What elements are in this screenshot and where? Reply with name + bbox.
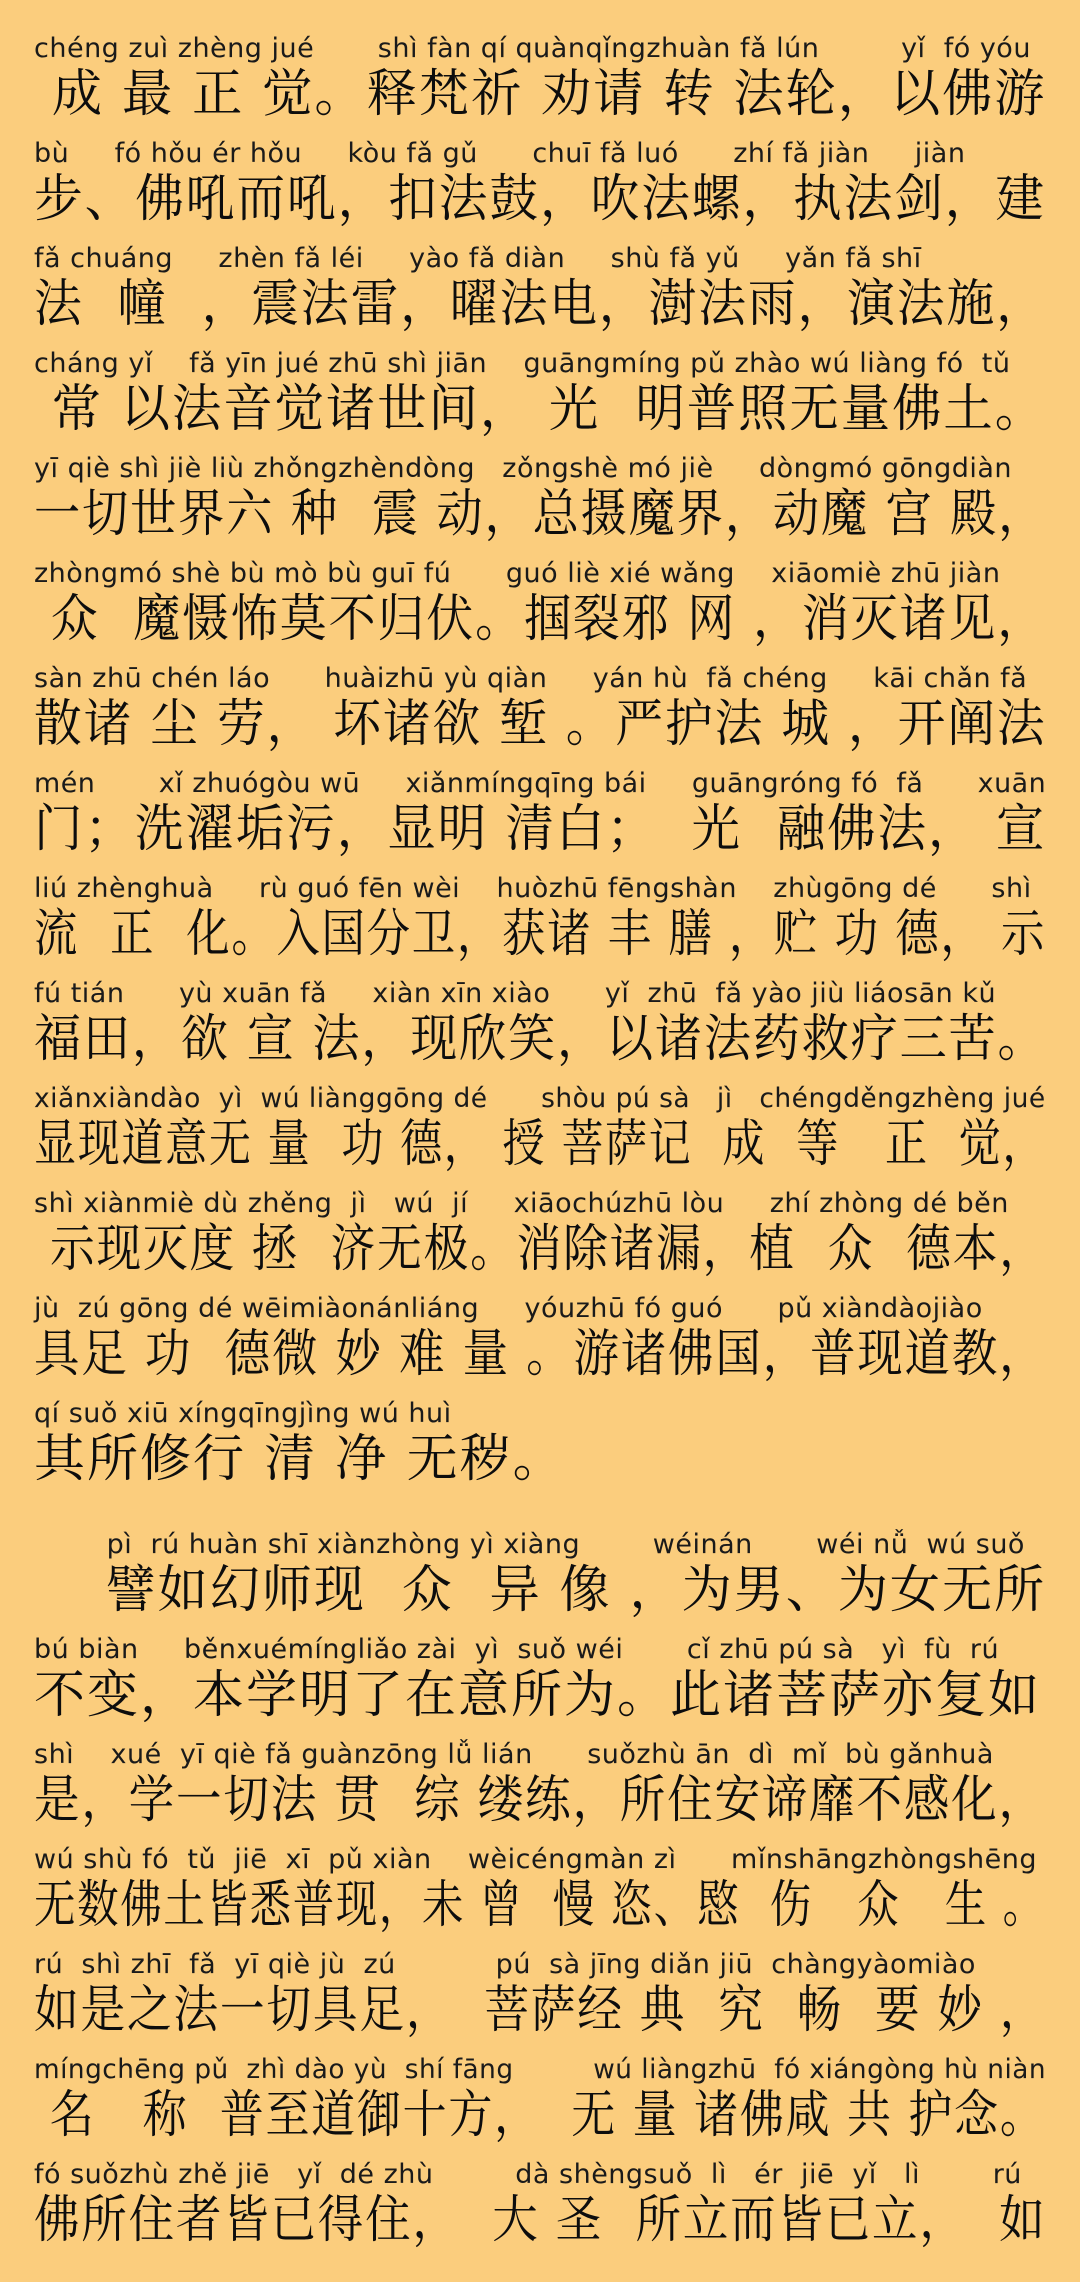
chinese-text: 不变，本学明了在意所为。此诸菩萨亦复如 — [34, 1666, 1042, 1725]
chinese-text: 法 幢 ，震法雷，曜法电，澍法雨，演法施， — [34, 275, 1046, 334]
pinyin-annotation: qí suǒ xiū xíngqīngjìng wú huì — [34, 1398, 452, 1429]
pinyin-annotation: chéng zuì zhèng jué shì fàn qí quànqǐngzhuàn fǎ lún yǐ fó yóu — [34, 33, 1031, 64]
pinyin-annotation: yī qiè shì jiè liù zhǒngzhèndòng zǒngshè mó jiè dòngmó gōngdiàn — [34, 453, 1013, 484]
pinyin-annotation: mén xǐ zhuógòu wū xiǎnmíngqīng bái guāngróng fó fǎ xuān — [34, 768, 1047, 799]
chinese-text: 众 魔慑怖莫不归伏。掴裂邪 网 ，消灭诸见， — [34, 590, 1047, 649]
chinese-text: 步、佛吼而吼，扣法鼓，吹法螺，执法剑，建 — [34, 170, 1047, 229]
chinese-text: 门；洗濯垢污，显明 清白； 光 融佛法， 宣 — [34, 800, 1047, 859]
verse-line — [34, 139, 1046, 244]
chinese-text: 常 以法音觉诸世间， 光 明普照无量佛土。 — [34, 380, 1047, 439]
pinyin-annotation: xiǎnxiàndào yì wú liànggōng dé shòu pú sà jì chéngděngzhèng jué — [34, 1083, 1046, 1114]
pinyin-annotation: zhòngmó shè bù mò bù guī fú guó liè xié wǎng xiāomiè zhū jiàn — [34, 558, 1001, 589]
pinyin-annotation: jù zú gōng dé wēimiàonánliáng yóuzhū fó guó pǔ xiàndàojiào — [34, 1293, 983, 1324]
chinese-text: 如是之法一切具足， 菩萨经 典 究 畅 要 妙 ， — [34, 1981, 1047, 2040]
pinyin-annotation: shì xué yī qiè fǎ guànzōng lǚ lián suǒzhù ān dì mǐ bù gǎnhuà — [34, 1739, 994, 1770]
pinyin-annotation: pì rú huàn shī xiànzhòng yì xiàng wéinán wéi nǚ wú suǒ — [34, 1529, 1025, 1560]
pinyin-annotation: sàn zhū chén láo huàizhū yù qiàn yán hù fǎ chéng kāi chǎn fǎ — [34, 663, 1028, 694]
pinyin-annotation: bù fó hǒu ér hǒu kòu fǎ gǔ chuī fǎ luó zhí fǎ jiàn jiàn — [34, 138, 966, 169]
chinese-text: 示现灭度 拯 济无极。消除诸漏，植 众 德本， — [34, 1220, 1046, 1279]
chinese-text: 其所修行 清 净 无秽。 — [34, 1430, 566, 1489]
verse-line — [34, 1189, 1046, 1294]
chinese-text: 成 最 正 觉。释梵祈 劝请 转 法轮，以佛游 — [34, 65, 1047, 124]
verse-line — [34, 1084, 1046, 1189]
verse-line — [34, 1950, 1046, 2055]
verse-line — [34, 2055, 1046, 2160]
pinyin-annotation: wú shù fó tǔ jiē xī pǔ xiàn wèicéngmàn zì mǐnshāngzhòngshēng — [34, 1844, 1038, 1875]
verse-line — [34, 1635, 1046, 1740]
pinyin-annotation: shì xiànmiè dù zhěng jì wú jí xiāochúzhū lòu zhí zhòng dé běn — [34, 1188, 1009, 1219]
pinyin-annotation: fú tián yù xuān fǎ xiàn xīn xiào yǐ zhū fǎ yào jiù liáosān kǔ — [34, 978, 997, 1009]
verse-line — [34, 1399, 1046, 1504]
pinyin-annotation: fó suǒzhù zhě jiē yǐ dé zhù dà shèngsuǒ lì ér jiē yǐ lì rú — [34, 2159, 1022, 2190]
pinyin-annotation: fǎ chuáng zhèn fǎ léi yào fǎ diàn shù fǎ yǔ yǎn fǎ shī — [34, 243, 922, 274]
pinyin-annotation: rú shì zhī fǎ yī qiè jù zú pú sà jīng diǎn jiū chàngyàomiào — [34, 1949, 976, 1980]
chinese-text: 福田，欲 宣 法，现欣笑，以诸法药救疗三苦。 — [34, 1010, 1047, 1069]
chinese-text: 譬如幻师现 众 异 像 ，为男、为女无所 — [34, 1561, 1047, 1620]
verse-line — [34, 1845, 1046, 1950]
chinese-text: 具足 功 德微 妙 难 量 。游诸佛国，普现道教， — [34, 1325, 1047, 1384]
verse-line — [34, 874, 1046, 979]
paragraph-gap — [34, 1504, 1046, 1530]
pinyin-annotation: liú zhènghuà rù guó fēn wèi huòzhū fēngshàn zhùgōng dé shì — [34, 873, 1032, 904]
verse-line — [34, 349, 1046, 454]
chinese-text: 显现道意无 量 功 德， 授 菩萨记 成 等 正 觉， — [34, 1115, 1047, 1174]
verse-line — [34, 2160, 1046, 2265]
pinyin-annotation: cháng yǐ fǎ yīn jué zhū shì jiān guāngmíng pǔ zhào wú liàng fó tǔ — [34, 348, 1011, 379]
verse-line — [34, 244, 1046, 349]
chinese-text: 流 正 化。入国分卫，获诸 丰 膳 ，贮 功 德， 示 — [34, 905, 1047, 964]
pinyin-annotation: bú biàn běnxuémíngliǎo zài yì suǒ wéi cǐ zhū pú sà yì fù rú — [34, 1634, 1000, 1665]
verse-line — [34, 34, 1046, 139]
verse-line — [34, 769, 1046, 874]
verse-line — [34, 454, 1046, 559]
chinese-text: 佛所住者皆已得住， 大 圣 所立而皆已立， 如 — [34, 2191, 1047, 2250]
verse-line — [34, 664, 1046, 769]
verse-line — [34, 1530, 1046, 1635]
verse-line — [34, 559, 1046, 664]
chinese-text: 散诸 尘 劳， 坏诸欲 堑 。严护法 城 ，开阐法 — [34, 695, 1047, 754]
verse-line — [34, 1740, 1046, 1845]
chinese-text: 一切世界六 种 震 动，总摄魔界，动魔 宫 殿， — [34, 485, 1047, 544]
pinyin-annotation: míngchēng pǔ zhì dào yù shí fāng wú liàngzhū fó xiángòng hù niàn — [34, 2054, 1047, 2085]
verse-line — [34, 1294, 1046, 1399]
chinese-text: 名 称 普至道御十方， 无 量 诸佛咸 共 护念。 — [34, 2086, 1046, 2145]
chinese-text: 无数佛土皆悉普现，未 曾 慢 恣、愍 伤 众 生 。 — [34, 1876, 1046, 1935]
chinese-text: 是，学一切法 贯 综 缕练，所住安谛靡不感化， — [34, 1771, 1046, 1830]
verse-line — [34, 979, 1046, 1084]
